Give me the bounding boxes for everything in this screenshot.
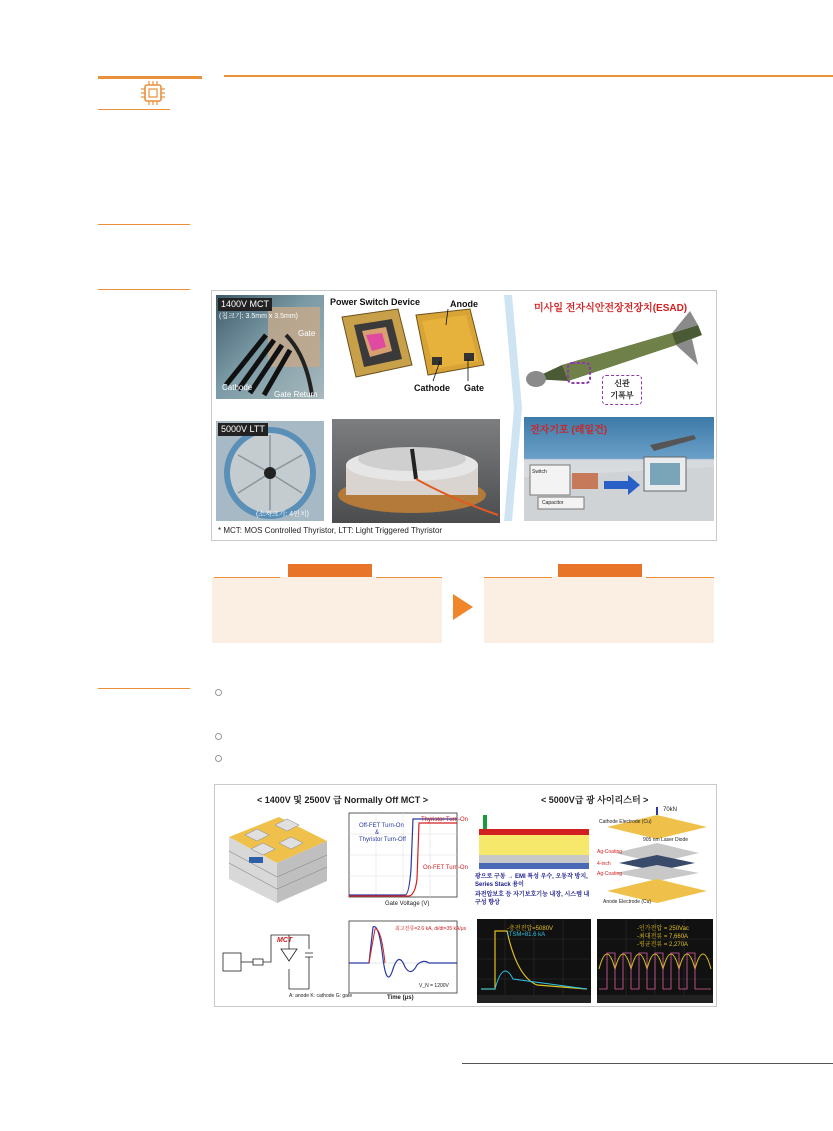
switch-label: Switch: [532, 469, 547, 475]
ltt-photo: [216, 421, 324, 521]
esad-callout: [602, 375, 642, 405]
fig2-right-title: < 5000V급 광 사이리스터 >: [541, 795, 649, 805]
stage-box-right-line: [646, 577, 714, 578]
ltt-puck-photo: [332, 419, 500, 523]
stack-laser: 905 nm Laser Diode: [643, 837, 689, 843]
stack-cathode: Cathode Electrode (Cu): [599, 819, 652, 825]
header-accent-line-left: [98, 76, 202, 79]
mct-gate-label: Gate: [298, 329, 316, 338]
footer-rule: [462, 1063, 833, 1064]
mct-label: 1400V MCT: [218, 298, 272, 311]
cathode-label: Cathode: [414, 383, 450, 393]
section-divider: [98, 688, 190, 689]
circuit-legend: A: anode K: cathode G: gate: [289, 993, 353, 999]
scope1-current: ITSM=81.6 kA: [507, 932, 546, 938]
graph1-thyoff: Thyristor Turn-Off: [359, 837, 406, 843]
graph1-thyon: Thyristor Turn-On: [421, 817, 469, 823]
esad-callout-line1: 신관: [614, 379, 630, 388]
ltt-stack-diagram: [597, 807, 715, 907]
anode-label: Anode: [450, 299, 478, 309]
railgun-title: 전자기포 (레일건): [530, 425, 608, 436]
esad-title: 미사일 전자식안전장전장치(ESAD): [534, 303, 688, 314]
mct-gate-return-label: Gate Return: [274, 390, 318, 399]
esad-missile-image: [522, 295, 714, 411]
circuit-mct-label: MCT: [277, 937, 293, 944]
stage-box-left: [212, 577, 442, 643]
bullet-icon: [215, 755, 222, 762]
ltt-bullet-2: 과전압보호 등 자기보호기능 내장, 시스템 내구성 향상: [475, 892, 590, 906]
mct-cathode-label: Cathode: [222, 383, 253, 392]
mct-chip-size: (칩크기: 3.5mm x 3.5mm): [219, 313, 299, 320]
stack-ag2: Ag-Coating: [597, 871, 623, 877]
stack-force: 70kN: [663, 807, 678, 813]
graph1-onfet: On-FET Turn-On: [423, 865, 468, 871]
figure-device-applications: [211, 290, 717, 541]
fig2-left-title: < 1400V 및 2500V 급 Normally Off MCT >: [257, 795, 428, 805]
bullet-icon: [215, 689, 222, 696]
transition-arrow: [504, 295, 522, 521]
graph2-xlabel: Time (μs): [387, 995, 414, 1001]
scope1-voltage: -충전전압=5080V: [507, 926, 554, 932]
bullet-icon: [215, 733, 222, 740]
ltt-size: (소자크기: 4인치): [256, 511, 310, 518]
mct-test-circuit: [219, 919, 353, 1005]
power-switch-device-image: [328, 295, 500, 399]
stage-tag-right: [558, 564, 642, 577]
ltt-bullet-1: 광으로 구동 → EMI 특성 우수, 오동작 방지, Series Stack 용이: [475, 874, 588, 888]
railgun-image: [524, 417, 714, 521]
scope2-line1: -인가전압 = 250Vac: [637, 926, 689, 932]
stack-wafer: 4-inch: [597, 861, 611, 867]
graph1-xlabel: Gate Voltage (V): [385, 901, 430, 907]
mct-iv-graph: [335, 809, 469, 913]
mct-photo: [216, 295, 324, 399]
mct-structure-diagram: [219, 807, 331, 907]
scope2-line3: -평균전류 = 2,270A: [637, 942, 689, 948]
stage-box-right: [484, 577, 714, 643]
header-accent-line-right: [224, 75, 833, 77]
ltt-cross-section: [475, 807, 593, 907]
graph2-vn: V_N = 1200V: [419, 983, 449, 989]
scope2-line2: -최대전류 = 7,660A: [637, 934, 689, 940]
graph1-amp: &: [375, 830, 380, 836]
mct-current-waveform: [335, 919, 467, 1005]
power-switch-device-label: Power Switch Device: [330, 297, 421, 307]
stack-ag1: Ag-Coating: [597, 849, 623, 855]
graph2-anno: 최고전류=2.6 kA, di/dt=35 kA/μs: [395, 926, 467, 932]
oscilloscope-2: [597, 919, 713, 1003]
figure-mct-and-light-thyristor: [214, 784, 717, 1007]
stage-tag-left: [288, 564, 372, 577]
graph1-offfet: Off-FET Turn-On: [359, 823, 404, 829]
stage-arrow: [453, 594, 473, 625]
esad-callout-line2: 기폭부: [610, 391, 634, 400]
figure1-footnote: * MCT: MOS Controlled Thyristor, LTT: Light Triggered Thyristor: [218, 526, 443, 535]
ltt-label: 5000V LTT: [218, 423, 268, 436]
stage-box-right-line: [484, 577, 552, 578]
section-divider: [98, 224, 190, 225]
stage-box-left-line: [376, 577, 442, 578]
section-divider: [98, 289, 190, 290]
stack-anode: Anode Electrode (Cu): [603, 899, 652, 905]
stage-box-left-line: [214, 577, 280, 578]
chip-icon: [138, 80, 168, 108]
oscilloscope-1: [477, 919, 591, 1003]
header-underline: [98, 109, 170, 110]
capacitor-label: Capacitor: [542, 500, 564, 506]
gate-label: Gate: [464, 383, 485, 393]
